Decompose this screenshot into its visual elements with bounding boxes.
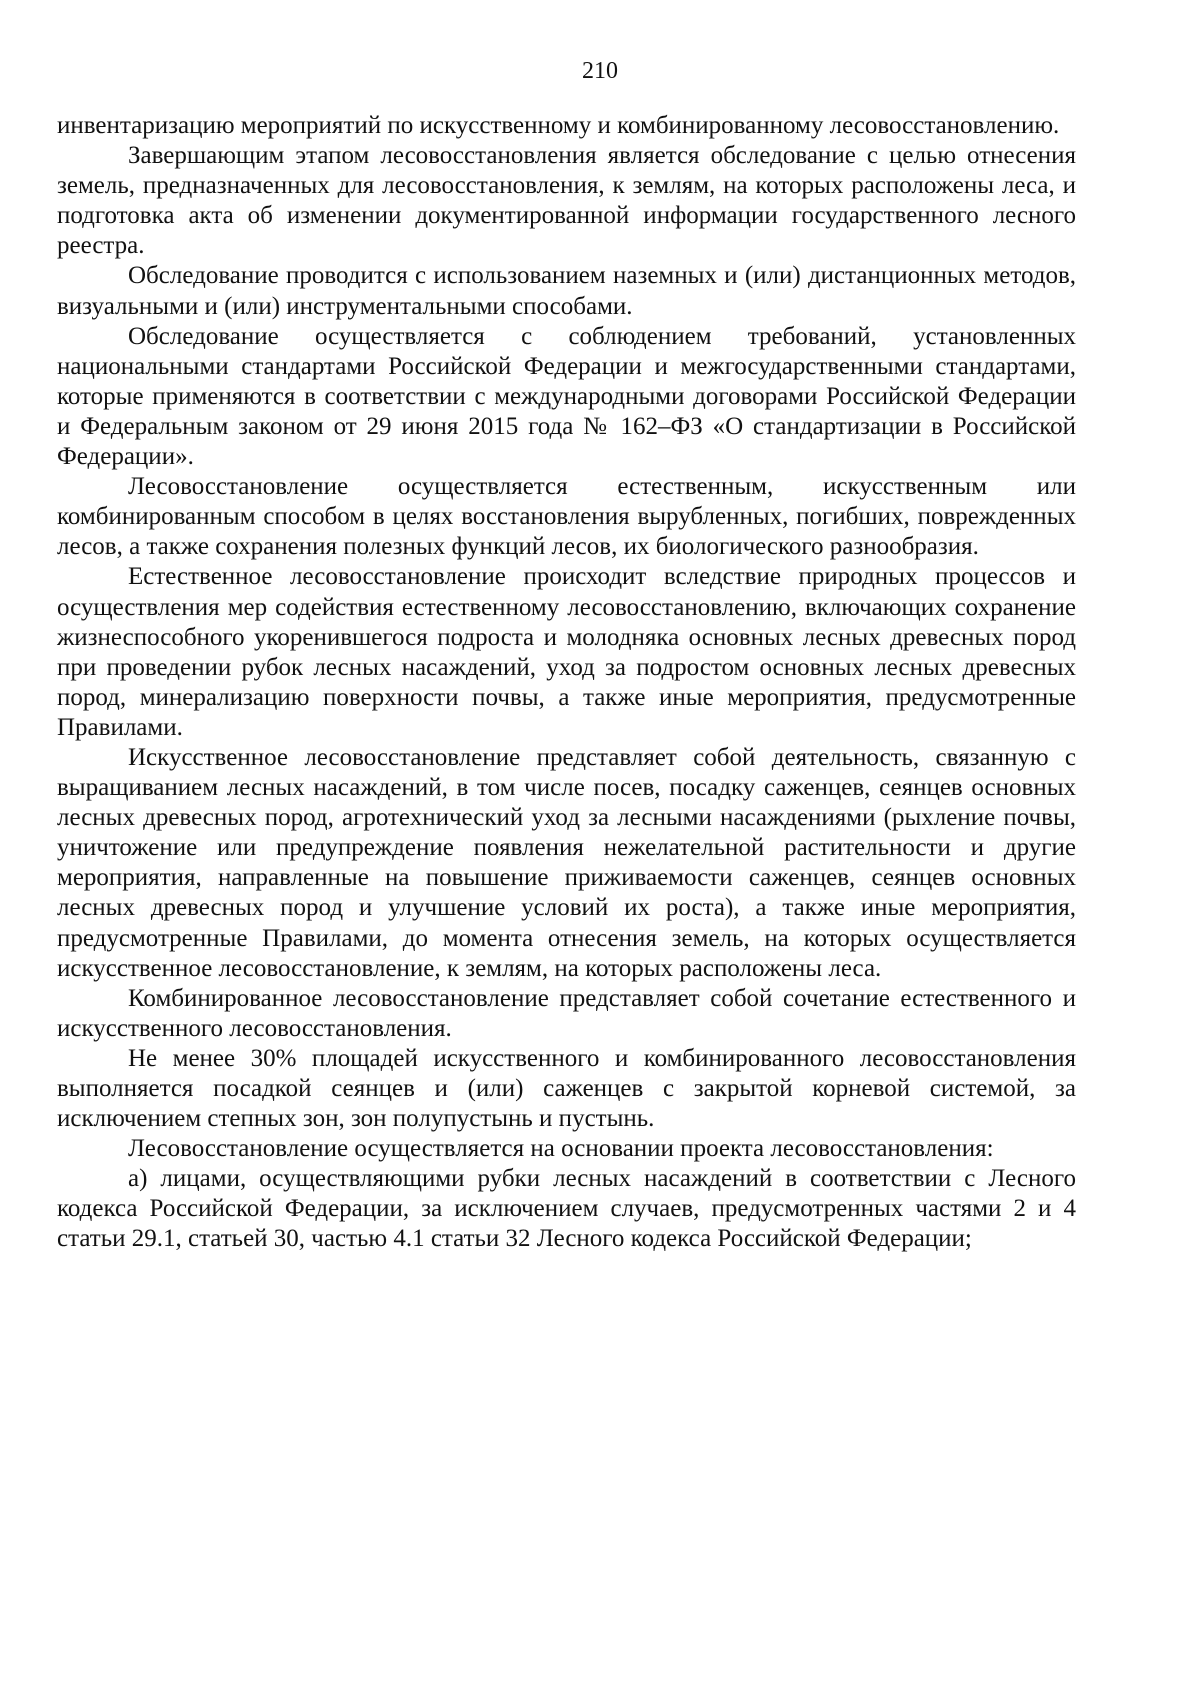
paragraph: Не менее 30% площадей искусственного и комбинированного лесовосстановления выполняется посадкой сеянцев и (или) саженцев с закрытой корневой системой, за исключением степных зон, зон полупустынь и пустынь. bbox=[57, 1044, 1076, 1133]
paragraph: Обследование проводится с использованием наземных и (или) дистанционных методов, визуальными и (или) инструментальными способами. bbox=[57, 262, 1076, 320]
paragraph: Лесовосстановление осуществляется на основании проекта лесовосстановления: bbox=[128, 1135, 994, 1163]
paragraph: Лесовосстановление осуществляется естественным, искусственным или комбинированным способом в целях восстановления вырубленных, погибших, поврежденных лесов, а также сохранения полезных функций лесов, их биологического разнообразия. bbox=[57, 473, 1076, 561]
paragraph: Искусственное лесовосстановление представляет собой деятельность, связанную с выращиванием лесных насаждений, в том числе посев, посадку саженцев, сеянцев основных лесных древесных пород, агротехнический уход за лесными насаждениями (рыхление почвы, уничтожение или предупреждение появления нежелательной растительности и другие мероприятия, направленные на повышение приживаемости саженцев, сеянцев основных лесных древесных пород и улучшение условий их роста), а также иные мероприятия, предусмотренные Правилами, до момента отнесения земель, на которых осуществляется искусственное лесовосстановление, к землям, на которых расположены леса. bbox=[57, 743, 1076, 982]
paragraph: Комбинированное лесовосстановление представляет собой сочетание естественного и искусственного лесовосстановления. bbox=[57, 984, 1076, 1042]
paragraph: Обследование осуществляется с соблюдением требований, установленных национальными стандартами Российской Федерации и межгосударственными стандартами, которые применяются в соответствии с международными договорами Российской Федерации и Федеральным законом от 29 июня 2015 года № 162–ФЗ «О стандартизации в Российской Федерации». bbox=[57, 322, 1076, 471]
paragraph-continued: инвентаризацию мероприятий по искусственному и комбинированному лесовосстановлению. bbox=[57, 112, 1060, 139]
list-item-a: а) лицами, осуществляющими рубки лесных насаждений в соответствии с Лесного кодекса Российской Федерации, за исключением случаев, предусмотренных частями 2 и 4 статьи 29.1, статьей 30, частью 4.1 статьи 32 Лесного кодекса Российской Федерации; bbox=[57, 1165, 1076, 1253]
paragraph: Завершающим этапом лесовосстановления является обследование с целью отнесения земель, предназначенных для лесовосстановления, к землям, на которых расположены леса, и подготовка акта об изменении документированной информации государственного лесного реестра. bbox=[57, 142, 1076, 260]
paragraph: Естественное лесовосстановление происходит вследствие природных процессов и осуществления мер содействия естественному лесовосстановлению, включающих сохранение жизнеспособного укоренившегося подроста и молодняка основных лесных древесных пород при проведении рубок лесных насаждений, уход за подростом основных лесных древесных пород, минерализацию поверхности почвы, а также иные мероприятия, предусмотренные Правилами. bbox=[57, 563, 1076, 741]
document-body bbox=[57, 111, 1076, 1255]
page-number: 210 bbox=[582, 58, 618, 84]
